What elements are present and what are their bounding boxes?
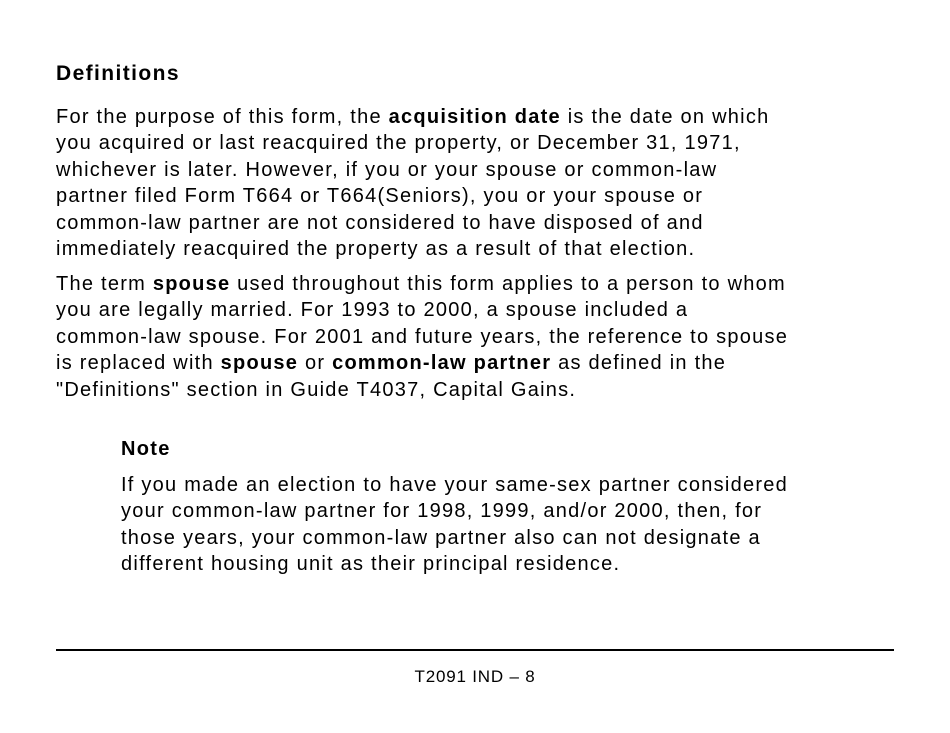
p1-line-1 <box>56 104 906 130</box>
note-line-4: different housing unit as their principal residence. <box>121 553 621 576</box>
p1-line-3: whichever is later. However, if you or your spouse or common-law <box>56 158 718 181</box>
section-heading: Definitions <box>56 62 180 85</box>
p1-text-1a: For the purpose of this form, the <box>56 106 389 128</box>
note-line-3: those years, your common-law partner also can not designate a <box>121 526 761 549</box>
p2-text-1a: The term <box>56 273 153 295</box>
p2-text-1c: used throughout this form applies to a person to whom <box>230 273 786 295</box>
term-spouse-2: spouse <box>220 352 299 375</box>
note-title: Note <box>121 438 171 460</box>
p1-text-1c: is the date on which <box>560 106 770 128</box>
p2-line-1 <box>56 271 906 297</box>
note-line-2: your common-law partner for 1998, 1999, and/or 2000, then, for <box>121 500 763 523</box>
p2-text-4c: or <box>298 352 333 375</box>
p2-line-5: "Definitions" section in Guide T4037, Capital Gains. <box>56 378 577 401</box>
note-body <box>121 472 901 578</box>
page-footer: T2091 IND – 8 <box>414 667 536 686</box>
term-spouse: spouse <box>152 273 231 295</box>
p2-line-2: you are legally married. For 1993 to 2000, a spouse included a <box>56 299 689 322</box>
term-common-law-partner: common-law partner <box>332 352 552 375</box>
p1-line-4: partner filed Form T664 or T664(Seniors), you or your spouse or <box>56 185 704 208</box>
p2-line-3: common-law spouse. For 2001 and future years, the reference to spouse <box>56 325 789 348</box>
p2-text-4e: as defined in the <box>551 352 727 375</box>
spouse-paragraph <box>56 271 906 403</box>
p2-line-4 <box>56 350 906 376</box>
footer-divider <box>56 649 894 651</box>
p2-text-4a: is replaced with <box>56 352 221 375</box>
term-acquisition-date: acquisition date <box>388 106 561 128</box>
p1-line-2: you acquired or last reacquired the property, or December 31, 1971, <box>56 132 741 155</box>
p1-line-6: immediately reacquired the property as a result of that election. <box>56 238 696 261</box>
acquisition-date-paragraph <box>56 104 906 262</box>
note-line-1: If you made an election to have your same-sex partner considered <box>121 474 788 496</box>
p1-line-5: common-law partner are not considered to have disposed of and <box>56 211 704 234</box>
